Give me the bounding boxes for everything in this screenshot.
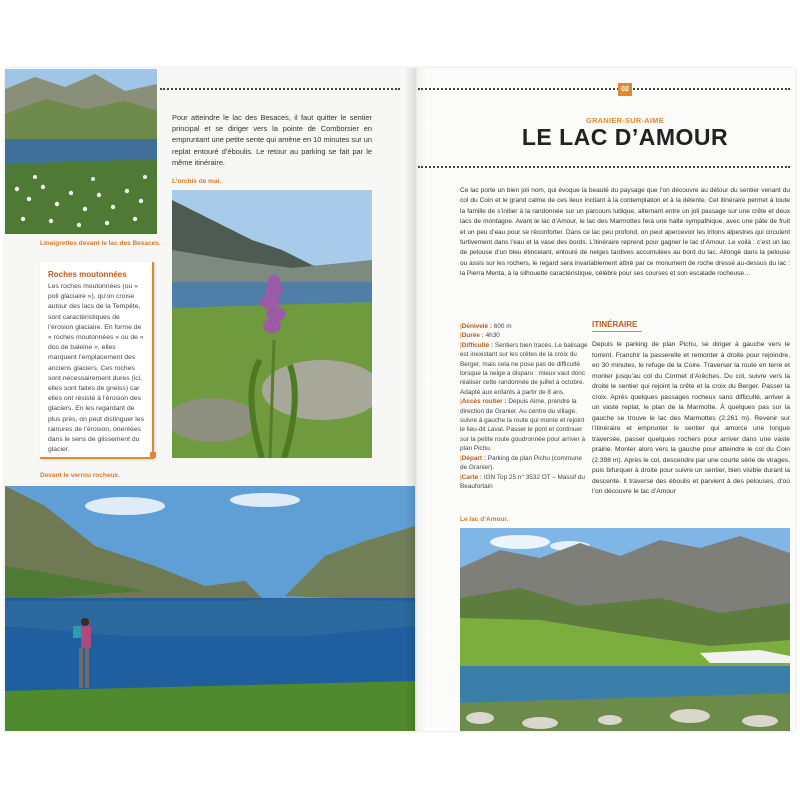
- inset-corner: [150, 452, 156, 458]
- inset-text: Les roches moutonnées (ou « poli glaciaire »), qu’on croise autour des lacs de la Tempête, sont caractéristiques de l’érosion glaciaire. En forme de « roches moutonnées » ou de « dos de baleine », elles marquent l’emplacement des anciens glaciers. Ces roches sont nécessairement dures (ici, elles sont faites de gneiss) car elles ont résisté à l’érosion des glaciers. En les regardant de plus près, on peut distinguer les rainures de l’érosion, orientées dans le sens de glissement du glacier.: [48, 283, 144, 454]
- info-item: |Dénivelé : 600 m: [460, 323, 512, 330]
- info-item: |Accès routier : Depuis Aime, prendre la direction de Granier. Au centre du village, suivre à gauche la route qui monte et rejoint le lieu-dit Laval. Passer le pont et continuer sur la petite route goudronnée pour arriver à plan Pichu.: [460, 398, 586, 453]
- intro-paragraph: Pour atteindre le lac des Besaces, il faut quitter le sentier principal et se diriger vers la pointe de Comborsier en empruntant une petite sente qui amène en 10 minutes sur un replat entouré d’éboulis. Le retour au parking se fait par le même itinéraire.: [172, 113, 372, 167]
- photo-lake-besaces: [5, 69, 157, 234]
- photo-lac-amour: [460, 528, 790, 731]
- inset-title: Roches moutonnées: [48, 270, 127, 279]
- itinerary-heading: ITINÉRAIRE: [592, 320, 638, 329]
- caption-verrou: Devant le verrou rocheux.: [40, 472, 120, 479]
- caption-orchis: L’orchis de mai.: [172, 178, 222, 185]
- lead-paragraph: Ce lac porte un bien joli nom, qui évoque la beauté du paysage que l’on découvre au détour du sentier venant du col du Coin et le grand calme de ces lieux incitant à la contemplation et à la détente. Cet itinéraire permet à toute la famille de s’initier à la randonnée sur un parcours ludique, alternant entre un joli passage sur une crête et deux lacs de montagne. Avant le lac d’Amour, le lac des Marmottes fera une halte sympathique, avec une pâte de fruit et un peu d’eau pour se réconforter. Dans ce lac peu profond, on peut apercevoir les tritons alpestres qui circulent furtivement dans l’eau et la vase des bords. L’itinéraire reprend pour gagner le lac d’Amour. Le voilà : c’est un lac de pelouse d’un bleu étincelant, entouré de neiges tardives accumulées au bord du lac. Allongé dans la pelouse ou assis sur les rochers, le regard sera invariablement attiré par ce monument de roche dressé au-dessus du lac : la Pierra Menta, à la silhouette caractéristique, célèbre pour ses courses et son escalade rocheuse…: [460, 187, 790, 278]
- info-item: |Départ : Parking de plan Pichu (commune de Granier).: [460, 454, 582, 472]
- info-item: |Difficulté : Sentiers bien tracés. Le balisage est inexistant sur les crêtes de la croix du Berger, mais cela ne pose pas de difficulté lorsque la neige a disparu : mieux vaut donc réaliser cette randonnée de juillet à octobre. Adapté aux enfants à partir de 8 ans.: [460, 341, 588, 396]
- page-title: LE LAC D’AMOUR: [521, 124, 729, 150]
- practical-info: [460, 322, 588, 491]
- photo-orchid: [172, 190, 372, 458]
- caption-besaces: Linaigrettes devant le lac des Besaces.: [40, 240, 161, 247]
- caption-lac-amour: Le lac d’Amour.: [460, 516, 509, 523]
- page-number-badge: 02: [618, 83, 632, 96]
- dotted-rule-left: [160, 88, 400, 90]
- info-item: |Carte : IGN Top 25 n° 3532 OT – Massif du Beaufortain: [460, 473, 585, 490]
- photo-lake-hiker: [5, 486, 415, 731]
- kicker: GRANIER-SUR-AIME: [586, 116, 664, 125]
- itinerary-paragraph: Depuis le parking de plan Pichu, se diriger à gauche vers le torrent. Franchir la passerelle et remonter à droite pour rejoindre, en 30 minutes, le refuge de la Coire. Traverser la route en terre et monter jusqu’au col du Cormet d’Arêches. Du col, suivre vers la droite le sentier qui rejoint la crête et la croix du Berger. Passer la croix. Après quelques passages rocheux sans difficulté, arriver à un vaste replat, le plan de la Marmotte. À quelques pas sur la gauche se trouve le lac des Marmottes (2.261 m). Revenir sur l’itinéraire et emprunter le sentier qui amorce une longue traversée, passer quelques rochers pour arriver dans une vaste prairie. Monter alors vers la gauche pour atteindre le col du Coin (2.398 m). Après le col, descendre par une courte série de virages, puis bifurquer à droite pour suivre un sentier, bien visible durant la descente. Il traverse des éboulis et parvient à des pelouses, d’où l’on découvre le lac d’Amour: [592, 341, 790, 495]
- info-item: |Durée : 4h30: [460, 332, 500, 340]
- dotted-rule-under-title: [418, 166, 790, 168]
- itinerary-rule: [592, 331, 642, 332]
- dotted-rule-top-right: [418, 88, 790, 90]
